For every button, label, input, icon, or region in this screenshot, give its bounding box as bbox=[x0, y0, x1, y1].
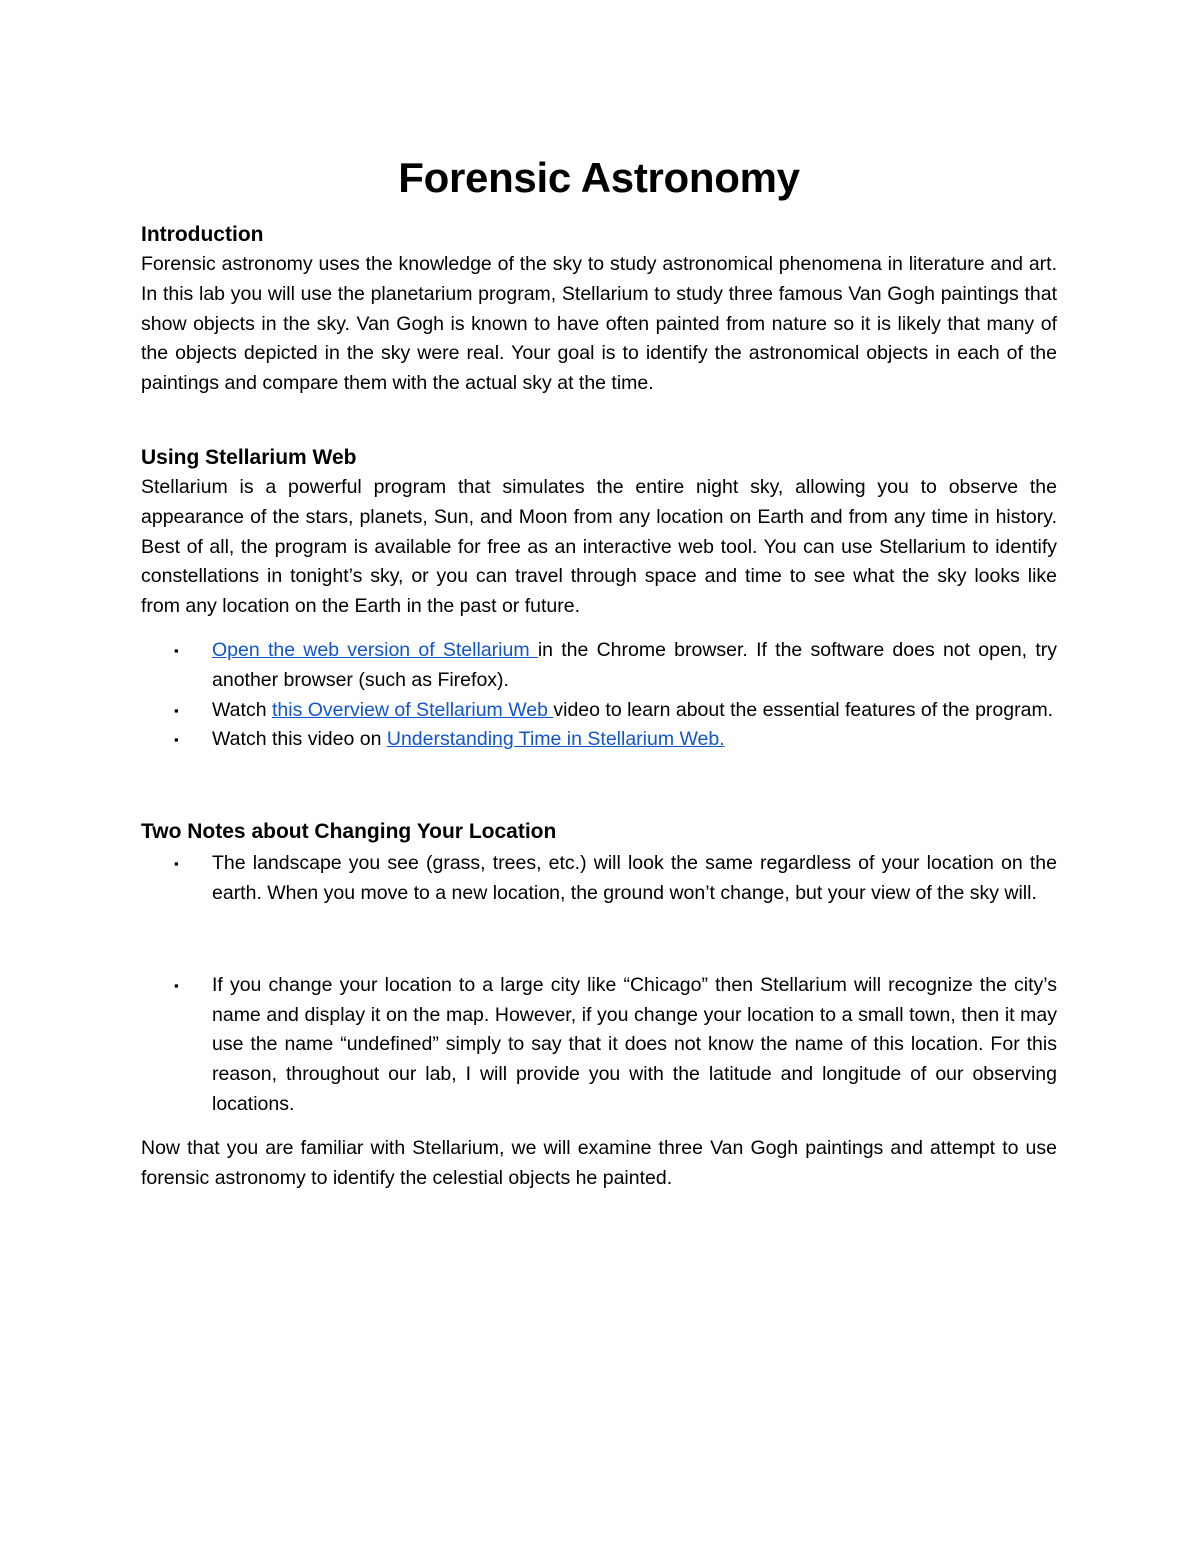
list-item bbox=[141, 636, 1057, 696]
document-content bbox=[141, 150, 1057, 1193]
list-item-text: Watch this video on bbox=[212, 728, 387, 751]
location-list bbox=[141, 849, 1057, 1120]
location-heading: Two Notes about Changing Your Location bbox=[141, 820, 557, 844]
spacer bbox=[141, 399, 1057, 443]
bullet-icon: ▪ bbox=[174, 642, 179, 658]
bullet-icon: ▪ bbox=[174, 977, 179, 993]
stellarium-list bbox=[141, 636, 1057, 755]
list-item bbox=[141, 849, 1057, 909]
time-video-link[interactable]: Understanding Time in Stellarium Web. bbox=[386, 728, 725, 751]
list-item-text: If you change your location to a large city like “Chicago” then Stellarium will recognize the city’s name and display it on the map. However, if you change your location to a small town, then it may use the name “undefined” simply to say that it does not know the name of this location. For this reason, throughout our lab, I will provide you with the latitude and longitude of our observing locations. bbox=[212, 973, 1057, 1115]
bullet-icon: ▪ bbox=[174, 732, 179, 748]
spacer bbox=[141, 909, 1057, 971]
list-item-text: in the Chrome browser. If the software does not open, try another browser (such as Firefox). bbox=[212, 638, 1057, 691]
bullet-icon: ▪ bbox=[174, 856, 179, 872]
list-item-text: Watch bbox=[212, 698, 272, 721]
introduction-heading: Introduction bbox=[141, 223, 264, 246]
list-item bbox=[141, 971, 1057, 1120]
list-item bbox=[141, 696, 1057, 726]
list-item bbox=[141, 725, 1057, 755]
stellarium-heading: Using Stellarium Web bbox=[141, 445, 357, 469]
stellarium-paragraph: Stellarium is a powerful program that simulates the entire night sky, allowing you to observe the appearance of the stars, planets, Sun, and Moon from any location on Earth and from any time in history. Best of all, the program is available for free as an interactive web tool. You can use Stellarium to identify constellations in tonight’s sky, or you can travel through space and time to see what the sky looks like from any location on the Earth in the past or future. bbox=[141, 475, 1057, 618]
bullet-icon: ▪ bbox=[174, 702, 179, 718]
page-title: Forensic Astronomy bbox=[398, 154, 800, 201]
stellarium-web-link[interactable]: Open the web version of Stellarium bbox=[212, 638, 538, 661]
introduction-paragraph: Forensic astronomy uses the knowledge of the sky to study astronomical phenomena in literature and art. In this lab you will use the planetarium program, Stellarium to study three famous Van Gogh paintings that show objects in the sky. Van Gogh is known to have often painted from nature so it is likely that many of the objects depicted in the sky were real. Your goal is to identify the astronomical objects in each of the paintings and compare them with the actual sky at the time. bbox=[141, 253, 1057, 395]
overview-video-link[interactable]: this Overview of Stellarium Web bbox=[271, 698, 554, 721]
list-item-text: The landscape you see (grass, trees, etc.) will look the same regardless of your location on the earth. When you move to a new location, the ground won’t change, but your view of the sky will. bbox=[212, 852, 1057, 904]
conclusion-paragraph: Now that you are familiar with Stellarium, we will examine three Van Gogh paintings and attempt to use forensic astronomy to identify the celestial objects he painted. bbox=[141, 1136, 1057, 1189]
list-item-text: video to learn about the essential features of the program. bbox=[553, 698, 1054, 721]
spacer bbox=[141, 755, 1057, 817]
